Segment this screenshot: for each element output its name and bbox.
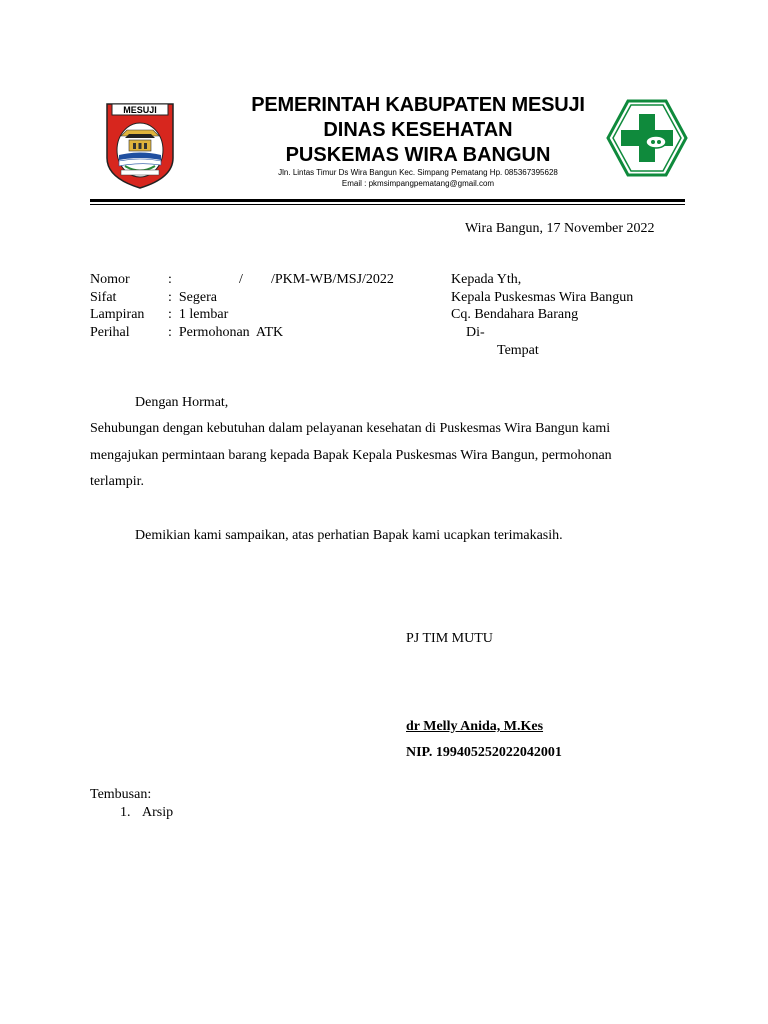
recipient-di: Di-	[466, 325, 485, 340]
nomor-label: Nomor	[90, 272, 130, 287]
body-paragraph-line3: terlampir.	[90, 474, 145, 489]
tembusan-item: Arsip	[142, 805, 174, 820]
mesuji-emblem-logo	[103, 100, 177, 190]
body-paragraph-line2: mengajukan permintaan barang kepada Bapak Kepala Puskesmas Wira Bangun, permohonan	[90, 448, 612, 463]
perihal-label: Perihal	[90, 325, 130, 340]
sifat-value: : Segera	[168, 290, 217, 305]
kop-email: Email : pkmsimpangpematang@gmail.com	[341, 179, 495, 188]
signatory-name: dr Melly Anida, M.Kes	[406, 719, 544, 734]
signatory-title: PJ TIM MUTU	[406, 631, 493, 646]
recipient-salutation: Kepada Yth,	[451, 272, 522, 287]
closing-sentence: Demikian kami sampaikan, atas perhatian Bapak kami ucapkan terimakasih.	[135, 528, 563, 543]
kop-department-title: DINAS KESEHATAN	[323, 119, 513, 141]
kop-divider-thick	[90, 199, 685, 202]
recipient-title: Kepala Puskesmas Wira Bangun	[451, 290, 634, 305]
left-logo-text: MESUJI	[123, 105, 157, 115]
kop-address: Jln. Lintas Timur Ds Wira Bangun Kec. Simpang Pematang Hp. 085367395628	[278, 168, 558, 177]
letter-date: Wira Bangun, 17 November 2022	[465, 221, 655, 236]
kop-puskesmas-title: PUSKEMAS WIRA BANGUN	[285, 144, 551, 166]
perihal-value: : Permohonan ATK	[168, 325, 284, 340]
body-paragraph-line1: Sehubungan dengan kebutuhan dalam pelayanan kesehatan di Puskesmas Wira Bangun kami	[90, 421, 611, 436]
greeting: Dengan Hormat,	[135, 395, 229, 410]
signatory-nip: NIP. 199405252022042001	[406, 745, 562, 760]
sifat-label: Sifat	[90, 290, 117, 305]
lampiran-value: : 1 lembar	[168, 307, 229, 322]
lampiran-label: Lampiran	[90, 307, 145, 322]
recipient-tempat: Tempat	[497, 343, 539, 358]
tembusan-label: Tembusan:	[90, 787, 152, 802]
nomor-value: /PKM-WB/MSJ/2022	[271, 272, 394, 287]
nomor-colon: :	[168, 272, 172, 287]
recipient-cq: Cq. Bendahara Barang	[451, 307, 579, 322]
tembusan-item-number: 1.	[120, 805, 131, 820]
puskesmas-cross-logo	[606, 99, 688, 177]
nomor-slash: /	[239, 272, 243, 287]
kop-government-title: PEMERINTAH KABUPATEN MESUJI	[251, 94, 585, 116]
kop-divider-thin	[90, 204, 685, 205]
